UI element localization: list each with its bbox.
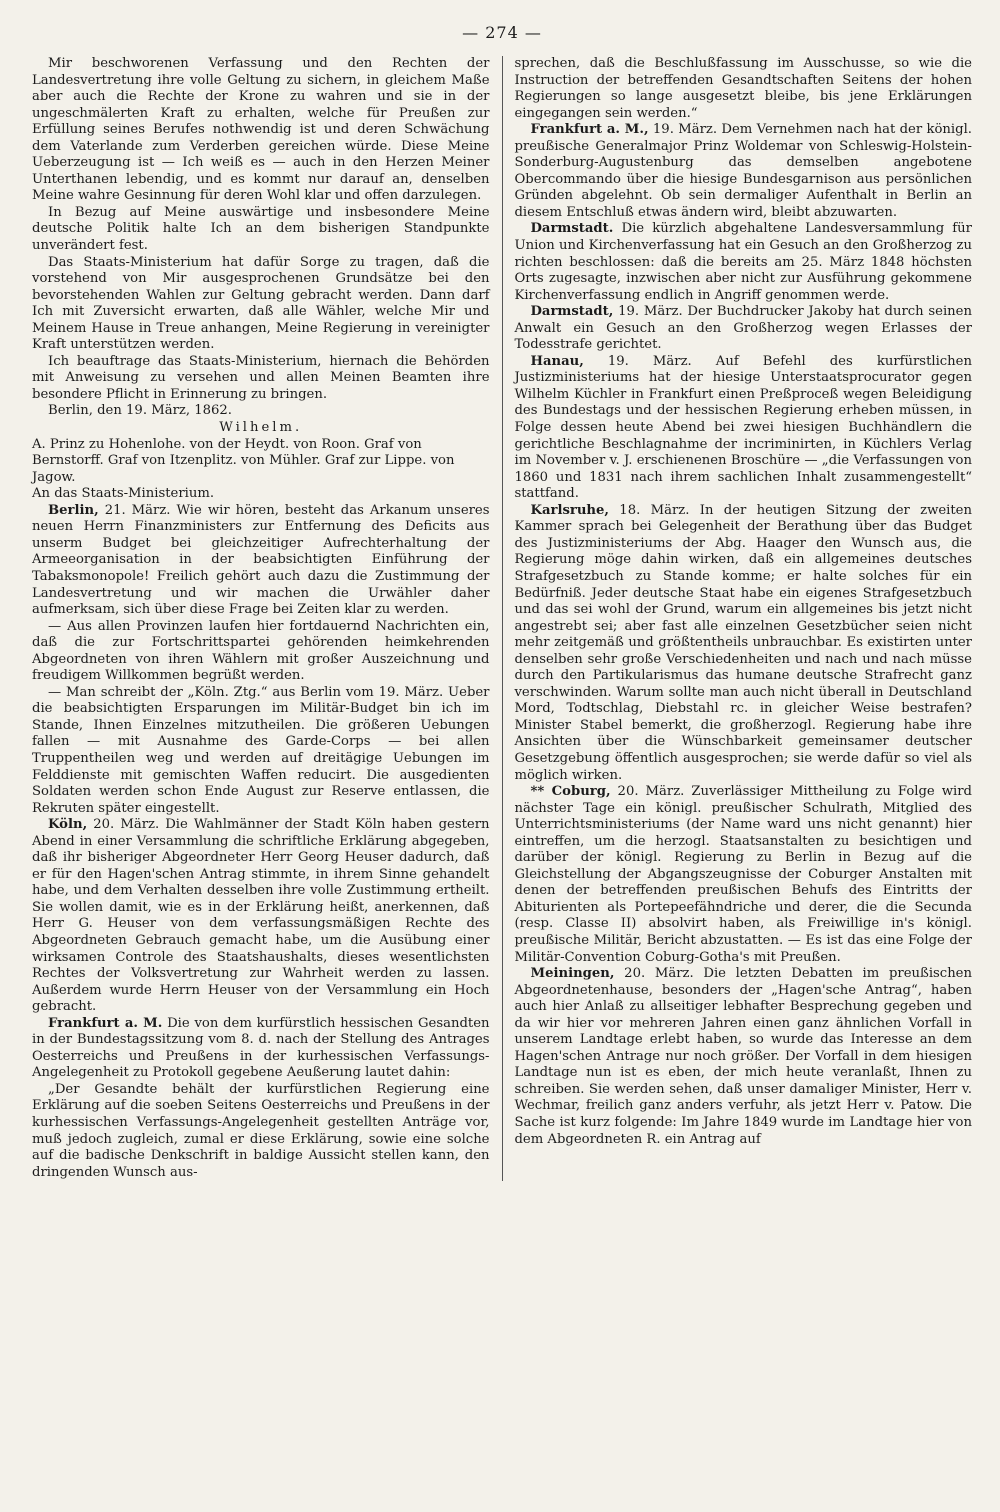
article-paragraph xyxy=(32,685,490,817)
article-paragraph xyxy=(514,354,972,503)
article-paragraph xyxy=(514,56,972,122)
dateline-place: Karlsruhe, xyxy=(530,502,609,518)
paragraph-text: 20. März. Die Wahlmänner der Stadt Köln haben gestern Abend in einer Versammlung die schriftliche Erklärung abgegeben, daß ihr bisheriger Abgeordneter Herr Georg Heuser dadurch, daß er für den Hagen'schen Antrag stimmte, in ihrem Sinne gehandelt habe, und dem Verhalten desselben ihre volle Zustimmung ertheilt. Sie wollen damit, wie es in der Erklärung heißt, anerkennen, daß Herr G. Heuser von dem verfassungsmäßigen Rechte des Abgeordneten Gebrauch gemacht habe, um die Ausübung einer wirksamen Controle des Staatshaushalts, dieses wesentlichsten Rechtes der Volksvertretung zur Wahrheit werden zu lassen. Außerdem wurde Herrn Heuser von der Versammlung ein Hoch gebracht. xyxy=(32,817,490,1015)
dateline-place: Frankfurt a. M. xyxy=(48,1015,163,1031)
paragraph-text: 20. März. Zuverlässiger Mittheilung zu Folge wird nächster Tage ein königl. preußischer Schulrath, Mitglied des Unterrichtsministeriums (der Name ward uns nicht genannt) hier eintreffen, um die herzogl. Staatsanstalten zu besichtigen und darüber der königl. Regierung zu Berlin in Bezug auf die Gleichstellung der Abgangszeugnisse der Coburger Anstalten mit denen der betreffenden preußischen Behufs des Eintritts der Abiturienten als Portepeefähndriche und derer, die die Secunda (resp. Classe II) absolvirt haben, als Freiwillige in's königl. preußische Militär, Bericht abzustatten. — Es ist das eine Folge der Militär-Convention Coburg-Gotha's mit Preußen. xyxy=(514,784,972,965)
paragraph-text: 20. März. Die letzten Debatten im preußischen Abgeordnetenhause, besonders der „Hagen'sche Antrag“, haben auch hier Anlaß zu allseitiger lebhafter Besprechung gegeben und da wir hier vor mehreren Jahren einen ganz ähnlichen Vorfall in unserem Landtage erlebt haben, so wurde das Interesse an dem Hagen'schen Antrage nur noch größer. Der Vorfall in dem hiesigen Landtage nun ist es eben, der mich heute veranlaßt, Ihnen zu schreiben. Sie werden sehen, daß unser damaliger Minister, Herr v. Wechmar, freilich ganz anders verfuhr, als jetzt Herr v. Patow. Die Sache ist kurz folgende: Im Jahre 1849 wurde im Landtage hier von dem Abgeordneten R. ein Antrag auf xyxy=(514,966,972,1147)
column-rule xyxy=(502,56,503,1181)
paragraph-text: Mir beschworenen Verfassung und den Rechten der Landesvertretung ihre volle Geltung zu sichern, in gleichem Maße aber auch die Rechte der Krone zu wahren und sie in der ungeschmälerten Kraft zu erhalten, welche für Preußen zur Erfüllung seines Berufes nothwendig ist und deren Schwächung dem Vaterlande zum Verderben gereichen würde. Diese Meine Ueberzeugung ist — Ich weiß es — auch in den Herzen Meiner Unterthanen lebendig, und es kommt nur darauf an, denselben Meine wahre Gesinnung für deren Wohl klar und offen darzulegen. xyxy=(32,56,490,204)
article-paragraph xyxy=(32,255,490,354)
dateline-place: Berlin, xyxy=(48,502,99,518)
paragraph-text: sprechen, daß die Beschlußfassung im Ausschusse, so wie die Instruction der betreffenden Gesandtschaften Seitens der hohen Regierungen so lange ausgesetzt bleibe, bis jene Erklärungen eingegangen sein werden.“ xyxy=(514,56,972,121)
dateline-place: ** Coburg, xyxy=(530,784,611,800)
article-paragraph xyxy=(32,619,490,685)
article-paragraph xyxy=(32,817,490,1016)
article-paragraph xyxy=(32,205,490,255)
paragraph-text: Wilhelm. xyxy=(219,420,303,436)
dateline-place: Darmstadt. xyxy=(530,221,614,237)
article-paragraph xyxy=(32,1082,490,1181)
paragraph-text: In Bezug auf Meine auswärtige und insbesondere Meine deutsche Politik halte Ich an dem bisherigen Standpunkte unverändert fest. xyxy=(32,204,490,254)
paragraph-text: Die von dem kurfürstlich hessischen Gesandten in der Bundestagssitzung vom 8. d. nach der Stellung des Antrages Oesterreichs und Preußens in der kurhessischen Verfassungs-Angelegenheit zu Protokoll gegebene Aeußerung lautet dahin: xyxy=(32,1015,490,1081)
article-paragraph xyxy=(514,122,972,221)
dateline-place: Hanau, xyxy=(530,353,584,369)
article-paragraph xyxy=(32,354,490,404)
article-paragraph xyxy=(32,503,490,619)
columns xyxy=(32,56,972,1181)
paragraph-text: 18. März. In der heutigen Sitzung der zweiten Kammer sprach bei Gelegenheit der Berathung über das Budget des Justizministeriums der Abg. Haager den Wunsch aus, die Regierung möge dahin wirken, daß ein allgemeines deutsches Strafgesetzbuch zu Stande komme; er halte solches für ein Bedürfniß. Jeder deutsche Staat habe ein eigenes Strafgesetzbuch und das sei wohl der Grund, warum ein allgemeines bis jetzt nicht angestrebt sei; aber fast alle einzelnen Gesetzbücher seien nicht mehr zeitgemäß und größtentheils unbrauchbar. Es existirten unter denselben sehr große Verschiedenheiten und nach und nach müsse durch den Partikularismus das humane deutsche Strafrecht ganz verschwinden. Warum sollte man auch nicht überall in Deutschland Mord, Todtschlag, Diebstahl rc. in gleicher Weise bestrafen? Minister Stabel bemerkt, die großherzogl. Regierung habe ihre Ansichten über die Wünschbarkeit gemeinsamer deutscher Gesetzgebung öffentlich ausgesprochen; sie werde dafür so viel als möglich wirken. xyxy=(514,502,972,783)
paragraph-text: 19. März. Dem Vernehmen nach hat der königl. preußische Generalmajor Prinz Woldemar von Schleswig-Holstein-Sonderburg-Augustenburg das demselben angebotene Obercommando über die hiesige Bundesgarnison aus persönlichen Gründen abgelehnt. Ob sein dermaliger Aufenthalt in Berlin an diesem Entschluß etwas ändern wird, bleibt abzuwarten. xyxy=(514,122,972,220)
right-column xyxy=(514,56,972,1148)
article-paragraph xyxy=(32,1016,490,1082)
dateline-place: Meiningen, xyxy=(530,966,615,982)
dateline-place: Frankfurt a. M., xyxy=(530,122,649,138)
paragraph-text: Das Staats-Ministerium hat dafür Sorge zu tragen, daß die vorstehend von Mir ausgesprochenen Grundsätze bei den bevorstehenden Wahlen zur Geltung gebracht werden. Dann darf Ich mit Zuversicht erwarten, daß alle Wähler, welche Mir und Meinem Hause in Treue anhangen, Meine Regierung in vereinigter Kraft unterstützen werden. xyxy=(32,254,490,353)
paragraph-text: — Aus allen Provinzen laufen hier fortdauernd Nachrichten ein, daß die zur Fortschrittspartei gehörenden heimkehrenden Abgeordneten von ihren Wählern mit großer Auszeichnung und freudigem Willkommen begrüßt werden. xyxy=(32,618,490,684)
article-paragraph xyxy=(32,56,490,205)
paragraph-text: — Man schreibt der „Köln. Ztg.“ aus Berlin vom 19. März. Ueber die beabsichtigten Ersparungen im Militär-Budget bin ich im Stande, Ihnen Einzelnes mitzutheilen. Die größeren Uebungen fallen — mit Ausnahme des Garde-Corps — bei allen Truppentheilen weg und werden auf dreitägige Uebungen im Felddienste mit gemischten Waffen reducirt. Die ausgedienten Soldaten werden schon Ende August zur Reserve entlassen, die Rekruten später eingestellt. xyxy=(32,684,490,816)
article-paragraph xyxy=(32,437,490,487)
paragraph-text: Ich beauftrage das Staats-Ministerium, hiernach die Behörden mit Anweisung zu versehen und allen Meinen Beamten ihre besondere Pflicht in Erinnerung zu bringen. xyxy=(32,353,490,402)
paragraph-text: „Der Gesandte behält der kurfürstlichen Regierung eine Erklärung auf die soeben Seitens Oesterreichs und Preußens in der kurhessischen Verfassungs-Angelegenheit gestellten Anträge vor, muß jedoch zugleich, zumal er diese Erklärung, sowie eine solche auf die badische Denkschrift in baldige Aussicht stellen kann, den dringenden Wunsch aus- xyxy=(32,1081,490,1180)
paragraph-text: 21. März. Wie wir hören, besteht das Arkanum unseres neuen Herrn Finanzministers zur Entfernung des Deficits aus unserm Budget bei gleichzeitiger Aufrechterhaltung der Armeeorganisation in der beabsichtigten Einführung der Tabaksmonopole! Freilich gehört auch dazu die Zustimmung der Landesvertretung und wir machen die Urwähler daher aufmerksam, sich über diese Frage bei Zeiten klar zu werden. xyxy=(32,502,490,618)
left-column xyxy=(32,56,490,1181)
paragraph-text: Die kürzlich abgehaltene Landesversammlung für Union und Kirchenverfassung hat ein Gesuch an den Großherzog zu richten beschlossen: daß die bereits am 25. März 1848 höchsten Orts zugesagte, inzwischen aber nicht zur Ausführung gekommene Kirchenverfassung endlich in Angriff genommen werde. xyxy=(514,221,972,303)
paragraph-text: 19. März. Der Buchdrucker Jakoby hat durch seinen Anwalt ein Gesuch an den Großherzog wegen Erlasses der Todesstrafe gerichtet. xyxy=(514,304,972,353)
article-paragraph xyxy=(514,304,972,354)
paragraph-text: A. Prinz zu Hohenlohe. von der Heydt. von Roon. Graf von Bernstorff. Graf von Itzenplitz. von Mühler. Graf zur Lippe. von Jagow. xyxy=(32,436,455,485)
article-paragraph xyxy=(32,486,490,503)
article-paragraph xyxy=(514,784,972,966)
article-paragraph xyxy=(32,403,490,420)
article-paragraph xyxy=(514,966,972,1148)
article-paragraph xyxy=(32,420,490,437)
page-number: — 274 — xyxy=(462,23,542,42)
dateline-place: Köln, xyxy=(48,817,88,833)
paragraph-text: An das Staats-Ministerium. xyxy=(32,486,215,502)
paragraph-text: 19. März. Auf Befehl des kurfürstlichen Justizministeriums hat der hiesige Unterstaatsprocurator gegen Wilhelm Küchler in Frankfurt einen Preßproceß wegen Beleidigung des Bundestags und der hessischen Regierung erheben müssen, in Folge dessen heute Abend bei zwei hiesigen Buchhändlern die gerichtliche Beschlagnahme der incriminirten, in Küchlers Verlag im November v. J. erschienenen Broschüre — „die Verfassungen von 1860 und 1831 nach ihrem sachlichen Inhalt zusammengestellt“ stattfand. xyxy=(514,353,972,502)
dateline-place: Darmstadt, xyxy=(530,304,614,320)
article-paragraph xyxy=(514,503,972,784)
article-paragraph xyxy=(514,221,972,304)
paragraph-text: Berlin, den 19. März, 1862. xyxy=(48,403,232,419)
